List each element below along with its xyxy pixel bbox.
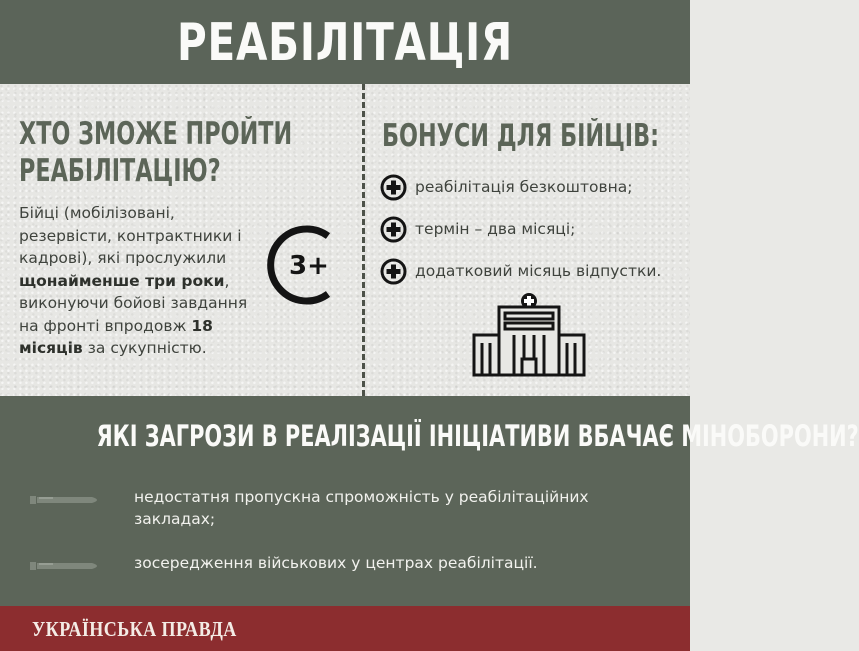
plus-circle-icon [380,216,407,243]
plus-circle-icon [380,174,407,201]
dashed-divider [362,84,365,396]
eligibility-heading [19,116,293,190]
eligibility-text-part1: Бійці (мобілізовані, резервісти, контрактники і кадрові), які прослужили [19,204,242,267]
three-plus-label: 3+ [289,251,329,281]
eligibility-text [19,202,259,360]
list-item [380,166,685,208]
threats-heading: ЯКІ ЗАГРОЗИ В РЕАЛІЗАЦІЇ ІНІЦІАТИВИ ВБАЧАЄ МІНОБОРОНИ? [96,419,859,453]
list-item [380,208,685,250]
plus-circle-icon [380,258,407,285]
eligibility-text-part2: , виконуючи бойові завдання на фронті впродовж [19,271,248,335]
page-title: РЕАБІЛІТАЦІЯ [177,13,513,73]
threat-text: зосередження військових у центрах реабілітації. [134,554,538,572]
header-bar [0,0,690,84]
three-plus-icon [258,222,354,308]
eligibility-heading-line1: ХТО ЗМОЖЕ ПРОЙТИ [19,116,293,152]
eligibility-heading-line2: РЕАБІЛІТАЦІЮ? [19,153,221,189]
hospital-building-icon [472,291,586,377]
bonuses-heading: БОНУСИ ДЛЯ БІЙЦІВ: [382,118,660,154]
bullet-cartridge-icon [30,560,104,572]
bonus-list [380,166,685,292]
footer-bar [0,606,690,651]
threats-section [0,396,859,606]
eligibility-bold-months: 18 місяців [19,316,213,357]
eligibility-text-part3: за сукупністю. [82,339,207,357]
bullet-cartridge-icon [30,494,104,506]
threat-text: недостатня пропускна спроможність у реабілітаційних закладах; [134,488,589,528]
bonus-text: термін – два місяці; [415,220,576,238]
bonus-text: додатковий місяць відпустки. [415,262,662,280]
info-section [0,84,690,396]
publisher-logo[interactable]: УКРАЇНСЬКА ПРАВДА [32,617,237,641]
eligibility-bold-years: щонайменше три роки [19,271,225,290]
bonus-text: реабілітація безкоштовна; [415,178,633,196]
list-item [380,250,685,292]
